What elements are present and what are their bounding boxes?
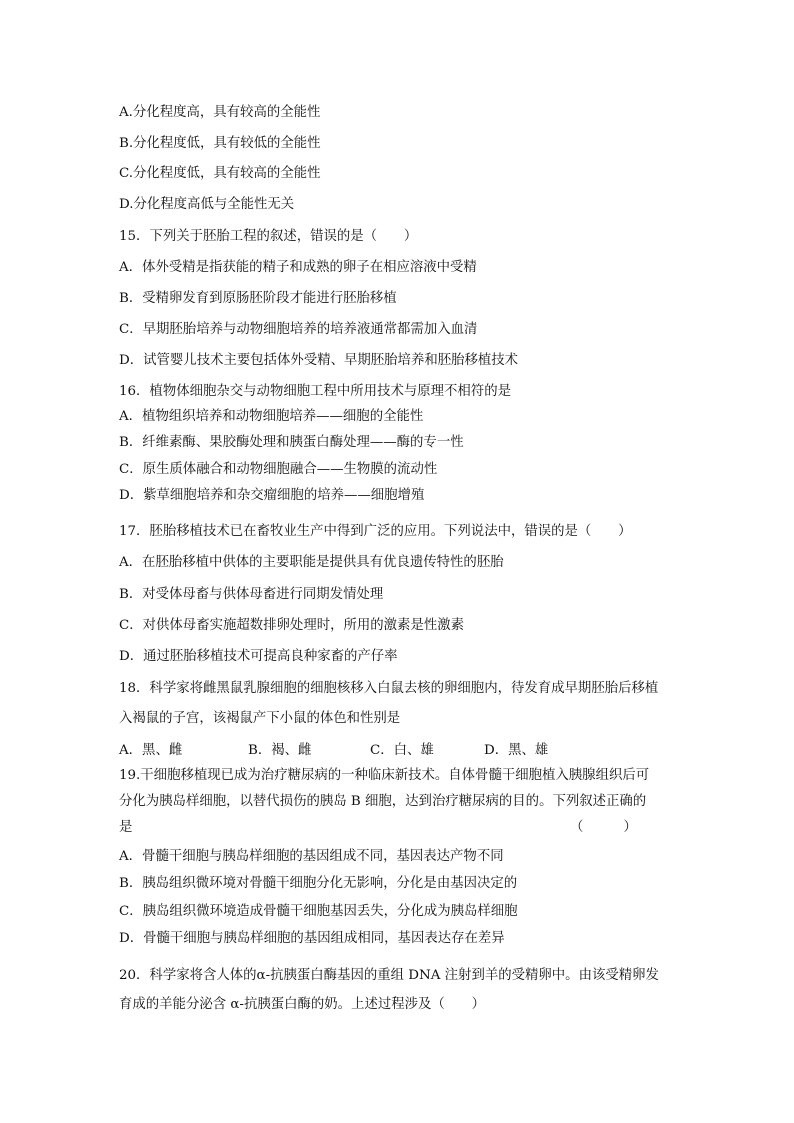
q19-option-d: D．骨髓干细胞与胰岛样细胞的基因组成相同，基因表达存在差异	[119, 931, 505, 946]
q17-option-d: D．通过胚胎移植技术可提高良种家畜的产仔率	[119, 649, 398, 664]
q20-stem-line1: 20．科学家将含人体的α-抗胰蛋白酶基因的重组 DNA 注射到羊的受精卵中。由该受精卵发	[119, 968, 659, 983]
q18-option-b: B．褐、雌	[248, 743, 312, 758]
q15-option-a: A．体外受精是指获能的精子和成熟的卵子在相应溶液中受精	[119, 260, 477, 275]
q18-stem-line2: 入褐鼠的子宫，该褐鼠产下小鼠的体色和性别是	[119, 711, 401, 726]
q17-option-b: B．对受体母畜与供体母畜进行同期发情处理	[119, 587, 384, 602]
q16-option-a: A．植物组织培养和动物细胞培养——细胞的全能性	[119, 409, 424, 424]
q14-option-d: D.分化程度高低与全能性无关	[119, 197, 295, 212]
q20-stem-line2: 育成的羊能分泌含 α-抗胰蛋白酶的奶。上述过程涉及（ ）	[119, 997, 485, 1012]
q16-stem: 16．植物体细胞杂交与动物细胞工程中所用技术与原理不相符的是	[119, 384, 511, 399]
q17-option-a: A．在胚胎移植中供体的主要职能是提供具有优良遗传特性的胚胎	[119, 555, 504, 570]
q16-option-d: D．紫草细胞培养和杂交瘤细胞的培养——细胞增殖	[119, 488, 425, 503]
q15-option-d: D．试管婴儿技术主要包括体外受精、早期胚胎培养和胚胎移植技术	[119, 353, 519, 368]
q14-option-c: C.分化程度低，具有较高的全能性	[119, 166, 321, 181]
q15-option-b: B．受精卵发育到原肠胚阶段才能进行胚胎移植	[119, 291, 397, 306]
q16-option-c: C．原生质体融合和动物细胞融合——生物膜的流动性	[119, 462, 438, 477]
q14-option-a: A.分化程度高，具有较高的全能性	[119, 105, 321, 120]
q19-stem-line3: 是	[119, 820, 133, 835]
q15-stem: 15．下列关于胚胎工程的叙述，错误的是（ ）	[119, 229, 418, 244]
q19-stem-line2: 分化为胰岛样细胞，以替代损伤的胰岛 B 细胞，达到治疗糖尿病的目的。下列叙述正确的	[119, 794, 647, 809]
q16-option-b: B．纤维素酶、果胶酶处理和胰蛋白酶处理——酶的专一性	[119, 435, 464, 450]
q19-option-c: C．胰岛组织微环境造成骨髓干细胞基因丢失，分化成为胰岛样细胞	[119, 904, 518, 919]
q19-answer-blank: （ ）	[570, 820, 637, 835]
q17-option-c: C．对供体母畜实施超数排卵处理时，所用的激素是性激素	[119, 618, 465, 633]
q14-option-b: B.分化程度低，具有较低的全能性	[119, 136, 321, 151]
q18-option-a: A．黑、雌	[119, 743, 183, 758]
q18-stem-line1: 18．科学家将雌黑鼠乳腺细胞的细胞核移入白鼠去核的卵细胞内，待发育成早期胚胎后移植	[119, 681, 659, 696]
q17-stem: 17．胚胎移植技术已在畜牧业生产中得到广泛的应用。下列说法中，错误的是（ ）	[119, 524, 632, 539]
q19-option-b: B．胰岛组织微环境对骨髓干细胞分化无影响，分化是由基因决定的	[119, 876, 518, 891]
q19-option-a: A．骨髓干细胞与胰岛样细胞的基因组成不同，基因表达产物不同	[119, 849, 504, 864]
q18-option-c: C．白、雄	[370, 743, 434, 758]
q15-option-c: C．早期胚胎培养与动物细胞培养的培养液通常都需加入血清	[119, 322, 478, 337]
q19-stem-line1: 19.干细胞移植现已成为治疗糖尿病的一种临床新技术。自体骨髓干细胞植入胰腺组织后可	[119, 768, 650, 783]
q18-option-d: D．黑、雄	[484, 743, 549, 758]
